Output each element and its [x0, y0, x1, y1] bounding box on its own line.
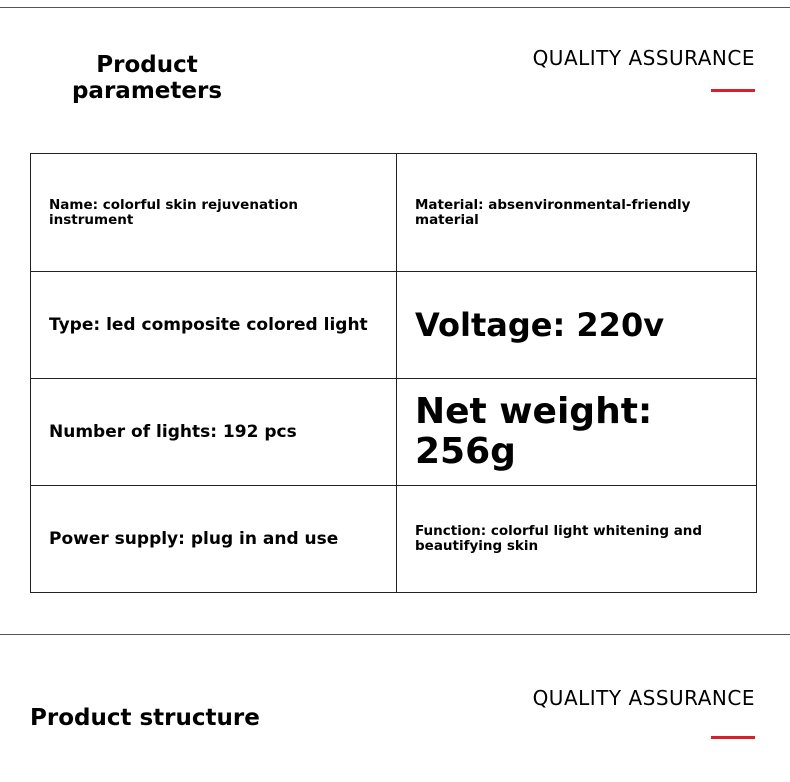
section-title-product-structure: Product structure — [30, 705, 260, 731]
section-title-product-parameters: Product parameters — [71, 52, 223, 104]
param-net-weight: Net weight: 256g — [397, 379, 757, 486]
table-row — [31, 272, 757, 379]
param-name: Name: colorful skin rejuvenation instrument — [31, 154, 397, 272]
param-function: Function: colorful light whitening and beautifying skin — [397, 486, 757, 593]
param-type: Type: led composite colored light — [31, 272, 397, 379]
param-number-of-lights: Number of lights: 192 pcs — [31, 379, 397, 486]
accent-underline — [711, 89, 755, 92]
table-row — [31, 379, 757, 486]
top-divider — [0, 7, 790, 8]
param-voltage: Voltage: 220v — [397, 272, 757, 379]
table-row — [31, 154, 757, 272]
accent-underline-2 — [711, 736, 755, 739]
quality-assurance-label-2: QUALITY ASSURANCE — [532, 686, 755, 710]
parameters-table — [30, 153, 757, 593]
middle-divider — [0, 634, 790, 635]
quality-assurance-label: QUALITY ASSURANCE — [532, 46, 755, 70]
param-material: Material: absenvironmental-friendly material — [397, 154, 757, 272]
param-power-supply: Power supply: plug in and use — [31, 486, 397, 593]
table-row — [31, 486, 757, 593]
